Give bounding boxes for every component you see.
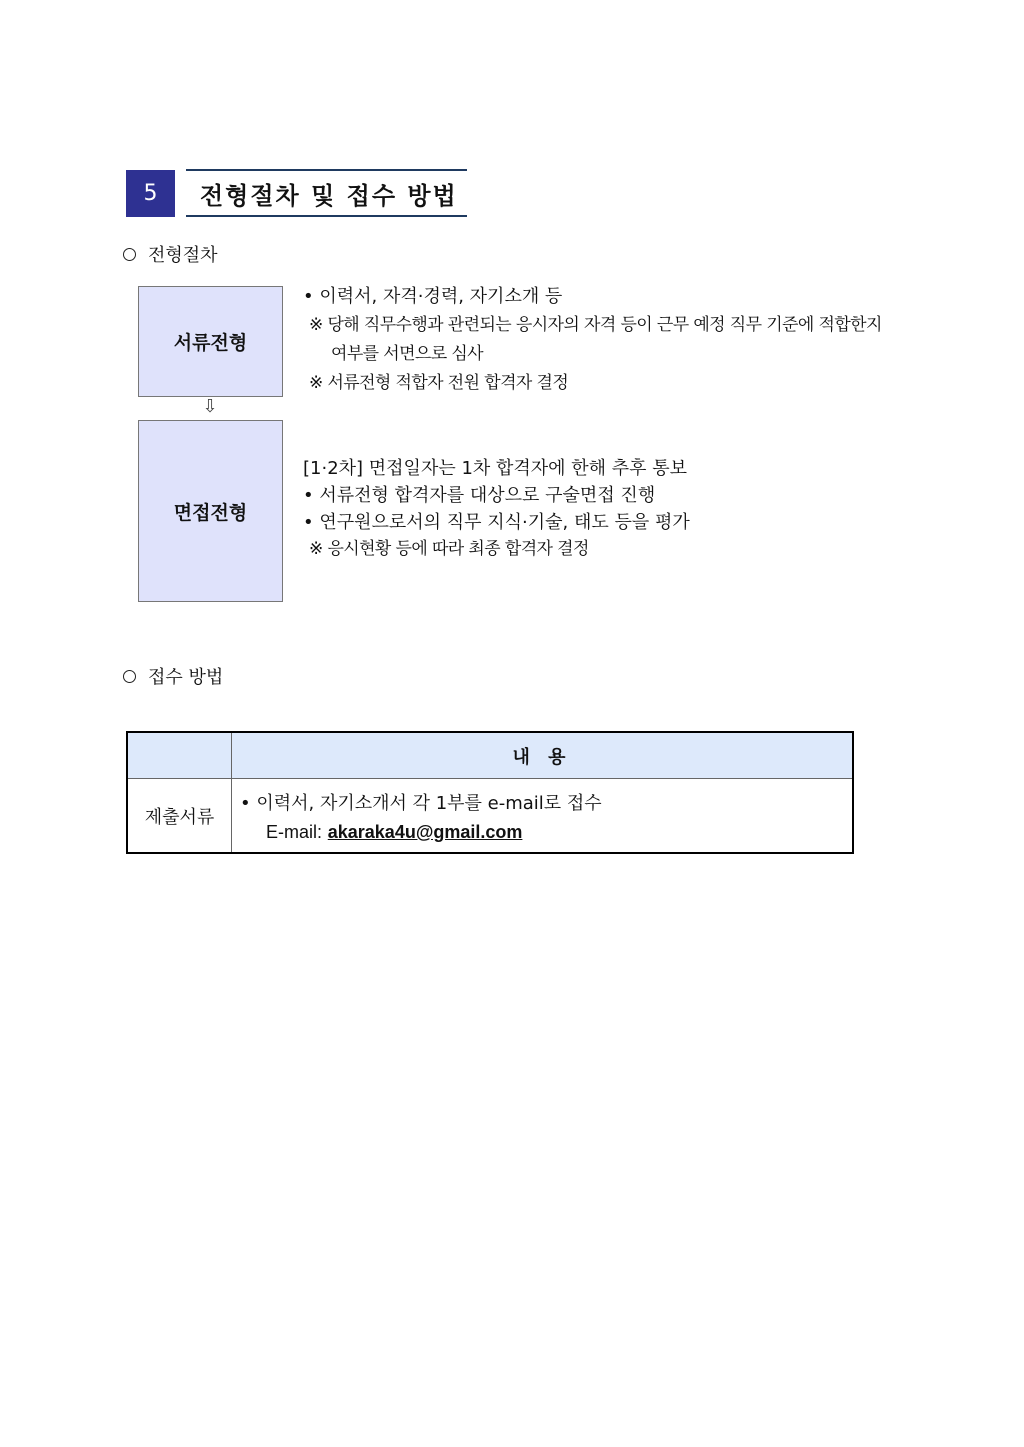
step-interview	[138, 420, 283, 602]
desc-line: • 연구원으로서의 직무 지식·기술, 태도 등을 평가	[303, 512, 690, 533]
email-line	[240, 818, 602, 847]
procedure-heading-label: 전형절차	[148, 245, 218, 266]
email-link[interactable]: akaraka4u@gmail.com	[327, 822, 523, 842]
desc-note: ※ 서류전형 적합자 전원 합격자 결정	[309, 373, 569, 393]
circle-bullet-icon	[123, 248, 136, 261]
step-interview-desc	[303, 455, 690, 563]
step-document-screening-desc	[303, 282, 882, 398]
desc-line: • 서류전형 합격자를 대상으로 구술면접 진행	[303, 485, 656, 506]
circle-bullet-icon	[123, 670, 136, 683]
desc-line: • 이력서, 자격·경력, 자기소개 등	[303, 286, 563, 307]
desc-note: ※ 당해 직무수행과 관련되는 응시자의 자격 등이 근무 예정 직무 기준에 적합한지	[309, 315, 882, 335]
down-arrow-icon: ⇩	[202, 396, 218, 417]
submission-line: • 이력서, 자기소개서 각 1부를 e-mail로 접수	[240, 793, 602, 814]
step-document-screening	[138, 286, 283, 397]
desc-line: [1·2차] 면접일자는 1차 합격자에 한해 추후 통보	[303, 458, 688, 479]
table-row-label: 제출서류	[144, 806, 215, 828]
email-label: E-mail:	[266, 822, 323, 842]
application-heading	[123, 663, 223, 689]
table-header-content: 내 용	[512, 746, 572, 768]
application-table	[126, 731, 854, 854]
step-interview-label: 면접전형	[173, 501, 248, 524]
desc-note-cont: 여부를 서면으로 심사	[331, 344, 484, 364]
application-heading-label: 접수 방법	[148, 667, 224, 688]
section-title: 전형절차 및 접수 방법	[200, 181, 458, 210]
section-number: 5	[126, 170, 175, 217]
table-row-content	[240, 790, 602, 847]
section-title-box	[186, 169, 467, 217]
desc-note: ※ 응시현황 등에 따라 최종 합격자 결정	[309, 539, 589, 559]
step-document-screening-label: 서류전형	[173, 332, 248, 354]
procedure-heading	[123, 241, 218, 267]
